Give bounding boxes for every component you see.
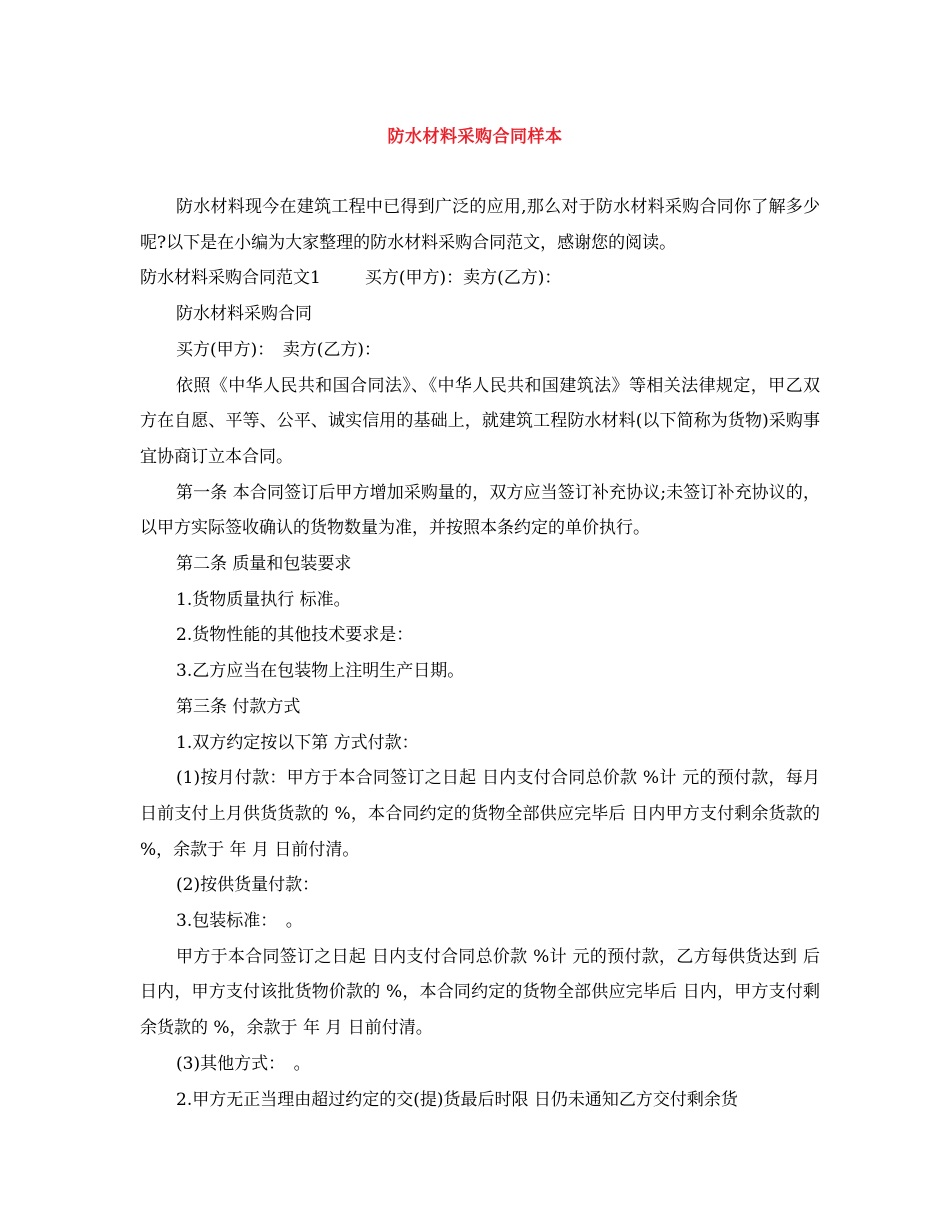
paragraph: 甲方于本合同签订之日起 日内支付合同总价款 %计 元的预付款，乙方每供货达到 后 日内，甲方支付该批货物价款的 %，本合同约定的货物全部供应完毕后 日内，甲方支付剩余货款的 %，余款于 年 月 日前付清。	[140, 946, 820, 1039]
paragraph: 第三条 付款方式	[176, 696, 301, 717]
paragraph: 1.货物质量执行 标准。	[176, 589, 351, 610]
document-body	[140, 190, 820, 1118]
paragraph: 第一条 本合同签订后甲方增加采购量的，双方应当签订补充协议;未签订补充协议的，以甲方实际签收确认的货物数量为准，并按照本条约定的单价执行。	[140, 482, 820, 539]
paragraph: 2.甲方无正当理由超过约定的交(提)货最后时限 日仍未通知乙方交付剩余货	[176, 1089, 738, 1110]
sample-heading-line	[140, 261, 820, 297]
paragraph: 依照《中华人民共和国合同法》、《中华人民共和国建筑法》等相关法律规定，甲乙双方在自愿、平等、公平、诚实信用的基础上，就建筑工程防水材料(以下简称为货物)采购事宜协商订立本合同。	[140, 375, 820, 467]
intro-paragraph: 防水材料现今在建筑工程中已得到广泛的应用,那么对于防水材料采购合同你了解多少呢?以下是在小编为大家整理的防水材料采购合同范文，感谢您的阅读。	[140, 197, 820, 253]
paragraph: 防水材料采购合同	[176, 304, 312, 325]
paragraph: 第二条 质量和包装要求	[176, 554, 352, 575]
sample-label: 防水材料采购合同范文1	[140, 268, 321, 289]
paragraph: 2.货物性能的其他技术要求是：	[176, 625, 414, 646]
paragraph: 3.包装标准： 。	[176, 911, 303, 932]
document-title: 防水材料采购合同样本	[387, 127, 563, 147]
paragraph: (2)按供货量付款：	[176, 875, 320, 896]
paragraph: 买方(甲方)： 卖方(乙方)：	[176, 339, 382, 360]
sample-parties: 买方(甲方)：卖方(乙方)：	[364, 268, 562, 289]
paragraph: 3.乙方应当在包装物上注明生产日期。	[176, 661, 465, 682]
paragraph: (1)按月付款：甲方于本合同签订之日起 日内支付合同总价款 %计 元的预付款，每月 日前支付上月供货货款的 %，本合同约定的货物全部供应完毕后 日内甲方支付剩余货款的 %，余款于 年 月 日前付清。	[140, 768, 820, 860]
paragraph: 1.双方约定按以下第 方式付款：	[176, 732, 419, 753]
paragraph: (3)其他方式： 。	[176, 1053, 311, 1074]
